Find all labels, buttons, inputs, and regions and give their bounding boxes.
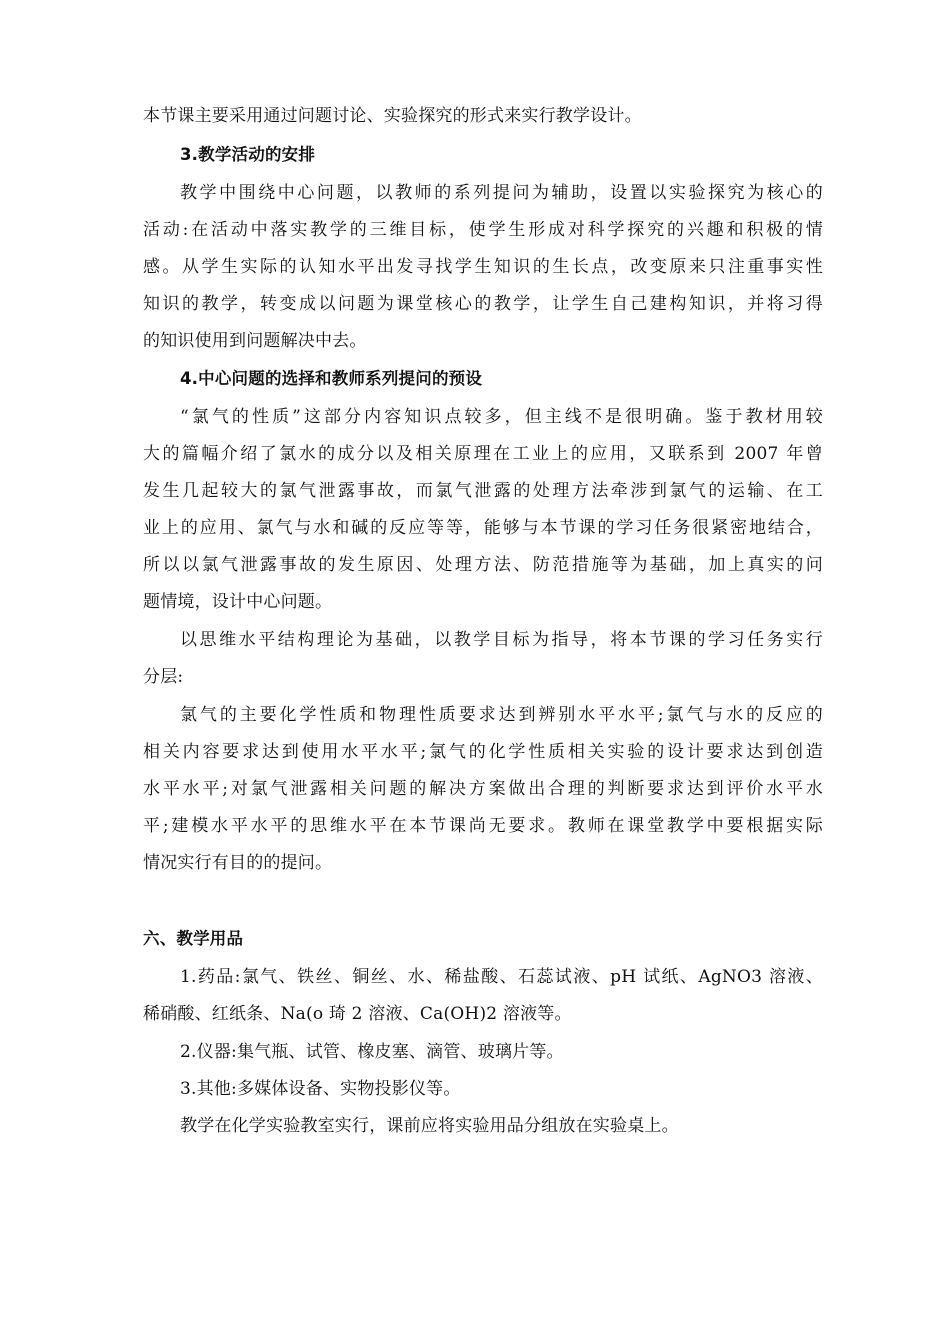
layering-paragraph-line: 分层: <box>143 667 184 687</box>
intro-paragraph-line: 本节课主要采用通过问题讨论、实验探究的形式来实行教学设计。 <box>143 106 642 126</box>
heading-central-question: 4.中心问题的选择和教师系列提问的预设 <box>180 369 483 388</box>
supplies-item-other: 3.其他:多媒体设备、实物投影仪等。 <box>180 1079 461 1099</box>
supplies-item-chemicals-cont: 稀硝酸、红纸条、Na(o 琦 2 溶液、Ca(OH)2 溶液等。 <box>143 1004 572 1024</box>
levels-paragraph-line: 相关内容要求达到使用水平水平;氯气的化学性质相关实验的设计要求达到创造 <box>143 742 823 762</box>
activity-paragraph-line: 教学中围绕中心问题，以教师的系列提问为辅助，设置以实验探究为核心的 <box>180 183 823 203</box>
layering-paragraph-line: 以思维水平结构理论为基础，以教学目标为指导，将本节课的学习任务实行 <box>180 630 823 650</box>
central-paragraph-line: 所以以氯气泄露事故的发生原因、处理方法、防范措施等为基础，加上真实的问 <box>143 555 823 575</box>
central-paragraph-line: 大的篇幅介绍了氯水的成分以及相关原理在工业上的应用，又联系到 2007 年曾 <box>143 444 823 464</box>
supplies-note: 教学在化学实验教室实行，课前应将实验用品分组放在实验桌上。 <box>180 1116 679 1136</box>
section-title-supplies: 六、教学用品 <box>143 929 244 948</box>
supplies-item-chemicals: 1.药品:氯气、铁丝、铜丝、水、稀盐酸、石蕊试液、pH 试纸、AgNO3 溶液、 <box>180 967 823 987</box>
activity-paragraph-line: 活动:在活动中落实教学的三维目标，使学生形成对科学探究的兴趣和积极的情 <box>143 220 823 240</box>
central-paragraph-line: 业上的应用、氯气与水和碱的反应等等，能够与本节课的学习任务很紧密地结合， <box>143 518 823 538</box>
heading-teaching-activities: 3.教学活动的安排 <box>180 145 316 164</box>
central-paragraph-line: 题情境，设计中心问题。 <box>143 592 333 612</box>
central-paragraph-line: “氯气的性质”这部分内容知识点较多，但主线不是很明确。鉴于教材用较 <box>180 407 823 427</box>
supplies-item-instruments: 2.仪器:集气瓶、试管、橡皮塞、滴管、玻璃片等。 <box>180 1042 564 1062</box>
levels-paragraph-line: 水平水平;对氯气泄露相关问题的解决方案做出合理的判断要求达到评价水平水 <box>143 779 823 799</box>
central-paragraph-line: 发生几起较大的氯气泄露事故，而氯气泄露的处理方法牵涉到氯气的运输、在工 <box>143 481 823 501</box>
levels-paragraph-line: 氯气的主要化学性质和物理性质要求达到辨别水平水平;氯气与水的反应的 <box>180 705 823 725</box>
activity-paragraph-line: 的知识使用到问题解决中去。 <box>143 331 367 351</box>
activity-paragraph-line: 知识的教学，转变成以问题为课堂核心的教学，让学生自己建构知识，并将习得 <box>143 294 823 314</box>
levels-paragraph-line: 情况实行有目的的提问。 <box>143 853 333 873</box>
levels-paragraph-line: 平;建模水平水平的思维水平在本节课尚无要求。教师在课堂教学中要根据实际 <box>143 816 823 836</box>
activity-paragraph-line: 感。从学生实际的认知水平出发寻找学生知识的生长点，改变原来只注重事实性 <box>143 257 823 277</box>
